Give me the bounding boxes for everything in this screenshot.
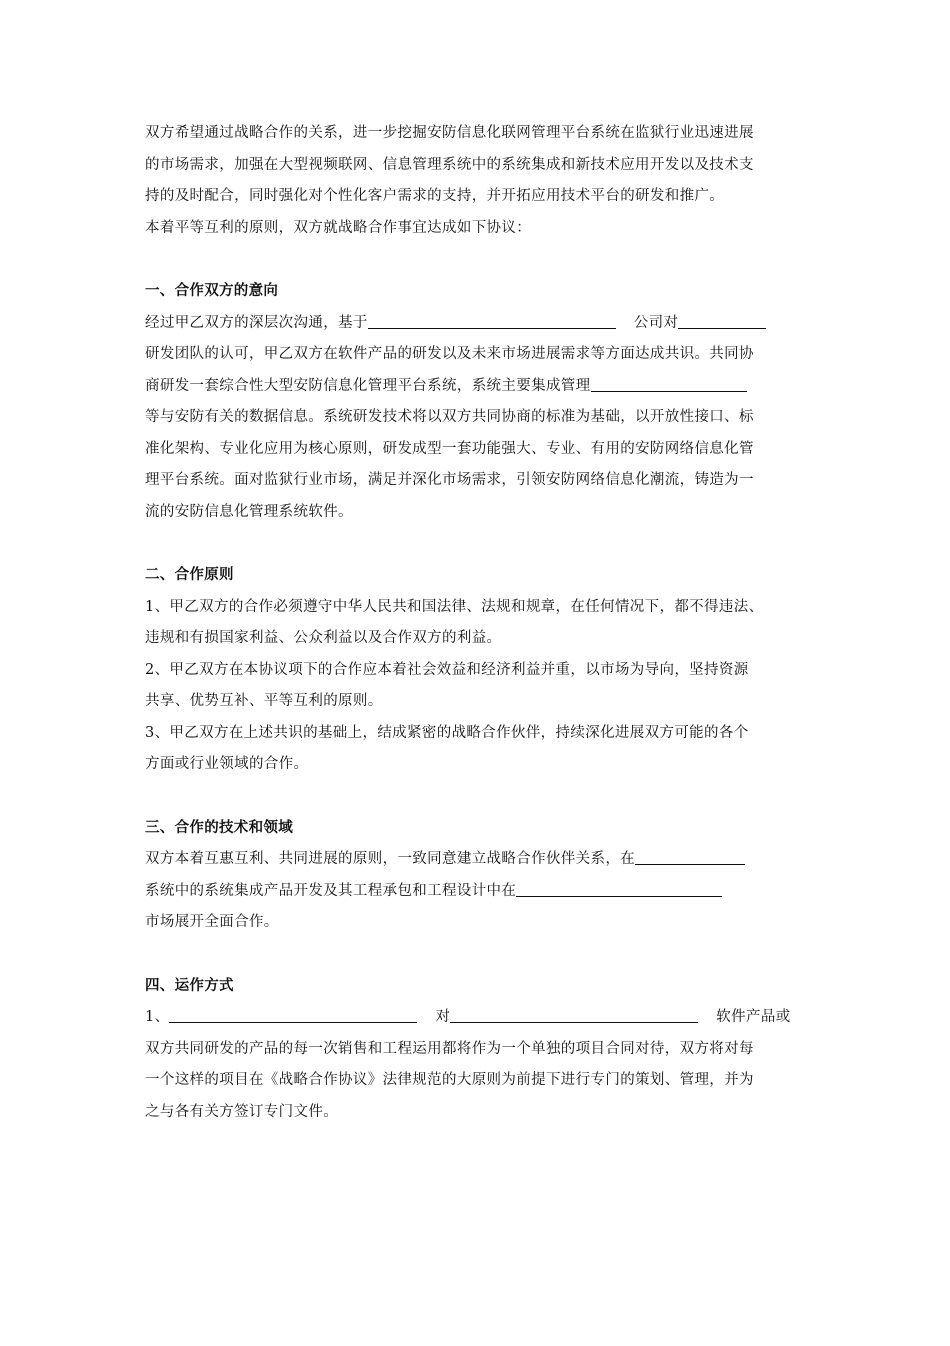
section-4-paragraph — [145, 1002, 807, 1128]
section-1-line — [145, 371, 807, 403]
text-fragment: 经过甲乙双方的深层次沟通，基于 — [145, 314, 368, 331]
section-gap — [145, 244, 807, 276]
fill-in-blank[interactable] — [591, 374, 747, 392]
section-1-line: 准化架构、专业化应用为核心原则，研发成型一套功能强大、专业、有用的安防网络信息化管 — [145, 440, 754, 457]
fill-in-blank[interactable] — [516, 879, 722, 897]
text-fragment: 双方本着互惠互利、共同进展的原则，一致同意建立战略合作伙伴关系，在 — [145, 851, 636, 867]
section-1-paragraph — [145, 308, 807, 529]
section-2-heading: 二、合作原则 — [145, 567, 234, 583]
section-2-line: 3、甲乙双方在上述共识的基础上，结成紧密的战略合作伙伴，持续深化进展双方可能的各个 — [145, 724, 749, 741]
section-gap — [145, 781, 807, 813]
section-gap — [145, 939, 807, 971]
fill-in-blank[interactable] — [169, 1005, 417, 1023]
intro-line: 本着平等互利的原则，双方就战略合作事宜达成如下协议： — [145, 219, 532, 236]
section-1-line: 理平台系统。面对监狱行业市场，满足并深化市场需求，引领安防网络信息化潮流，铸造为一 — [145, 472, 754, 488]
section-2-line: 2、甲乙双方在本协议项下的合作应本着社会效益和经济利益并重，以市场为导向，坚持资源 — [145, 661, 749, 678]
section-2-line: 共享、优势互补、平等互利的原则。 — [145, 693, 383, 709]
intro-paragraph — [145, 118, 807, 244]
fill-in-blank[interactable] — [450, 1005, 698, 1023]
text-fragment: 系统中的系统集成产品开发及其工程承包和工程设计中在 — [145, 882, 517, 899]
section-4-line: 之与各有关方签订专门文件。 — [145, 1103, 339, 1120]
section-3-line — [145, 876, 807, 908]
fill-in-blank[interactable] — [368, 311, 616, 329]
section-2-line: 1、甲乙双方的合作必须遵守中华人民共和国法律、法规和规章，在任何情况下，都不得违法、 — [145, 598, 764, 615]
intro-line: 的市场需求，加强在大型视频联网、信息管理系统中的系统集成和新技术应用开发以及技术支 — [145, 156, 754, 173]
document-body — [145, 118, 807, 1128]
section-4-heading: 四、运作方式 — [145, 977, 234, 994]
section-4-line: 一个这样的项目在《战略合作协议》法律规范的大原则为前提下进行专门的策划、管理，并为 — [145, 1072, 754, 1088]
section-3-line — [145, 844, 807, 876]
text-fragment: 商研发一套综合性大型安防信息化管理平台系统，系统主要集成管理 — [145, 377, 591, 394]
section-4-line: 双方共同研发的产品的每一次销售和工程运用都将作为一个单独的项目合同对待，双方将对每 — [145, 1040, 754, 1057]
section-4-line — [145, 1002, 807, 1034]
section-1-line — [145, 308, 807, 340]
section-1-line: 研发团队的认可，甲乙双方在软件产品的研发以及未来市场进展需求等方面达成共识。共同协 — [145, 346, 754, 362]
section-1-line: 等与安防有关的数据信息。系统研发技术将以双方共同协商的标准为基础，以开放性接口、标 — [145, 409, 754, 425]
section-3-paragraph — [145, 844, 807, 939]
section-2-line: 违规和有损国家利益、公众利益以及合作双方的利益。 — [145, 630, 502, 646]
section-2-line: 方面或行业领域的合作。 — [145, 756, 309, 772]
text-fragment: 1、 — [145, 1009, 170, 1025]
text-fragment: 对 — [435, 1009, 451, 1025]
fill-in-blank[interactable] — [635, 847, 745, 865]
intro-line: 持的及时配合，同时强化对个性化客户需求的支持，并开拓应用技术平台的研发和推广。 — [145, 188, 725, 204]
text-fragment: 公司对 — [633, 314, 679, 331]
section-3-heading: 三、合作的技术和领域 — [145, 819, 293, 836]
section-2-paragraph — [145, 592, 807, 781]
section-1-heading: 一、合作双方的意向 — [145, 283, 279, 299]
fill-in-blank[interactable] — [678, 311, 766, 329]
text-fragment: 软件产品或 — [716, 1009, 791, 1025]
section-1-line: 流的安防信息化管理系统软件。 — [145, 503, 353, 520]
section-gap — [145, 528, 807, 560]
intro-line: 双方希望通过战略合作的关系，进一步挖掘安防信息化联网管理平台系统在监狱行业迅速进展 — [145, 125, 754, 141]
section-3-line: 市场展开全面合作。 — [145, 914, 279, 930]
